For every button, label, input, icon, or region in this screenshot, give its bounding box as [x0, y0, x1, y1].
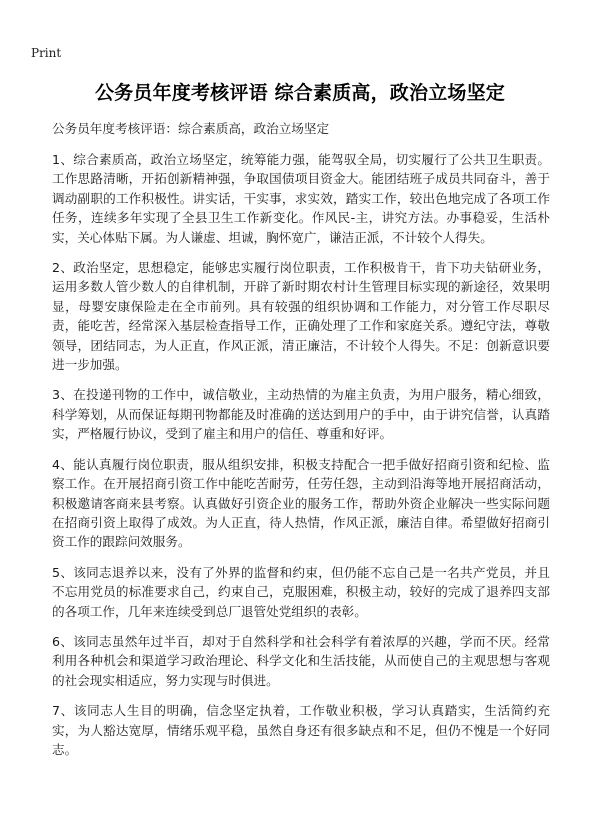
paragraph-3: 3、在投递刊物的工作中，诚信敬业，主动热情的为雇主负责，为用户服务，精心细致，科学筹划，从而保证每期刊物都能及时准确的送达到用户的手中，由于讲究信誉，认真踏实，严格履行协议，受到了雇主和用户的信任、尊重和好评。	[52, 387, 550, 442]
paragraph-4: 4、能认真履行岗位职责，服从组织安排，积极支持配合一把手做好招商引资和纪检、监察工作。在开展招商引资工作中能吃苦耐劳，任劳任怨，主动到沿海等地开展招商活动，积极邀请客商来县考察。认真做好引资企业的服务工作，帮助外资企业解决一些实际问题在招商引资上取得了成效。为人正直，待人热情，作风正派，廉洁自律。希望做好招商引资工作的跟踪问效服务。	[52, 456, 550, 550]
paragraph-2: 2、政治坚定，思想稳定，能够忠实履行岗位职责，工作积极肯干，肯下功夫钻研业务，运用多数人管少数人的自律机制，开辟了新时期农村计生管理目标实现的新途径，效果明显，母婴安康保险走在全市前列。具有较强的组织协调和工作能力，对分管工作尽职尽责，能吃苦，经常深入基层检查指导工作，正确处理了工作和家庭关系。遵纪守法，尊敬领导，团结同志，为人正直，作风正派，清正廉洁，不计较个人得失。不足：创新意识要进一步加强。	[52, 260, 550, 373]
paragraph-1: 1、综合素质高，政治立场坚定，统筹能力强，能驾驭全局，切实履行了公共卫生职责。工作思路清晰，开拓创新精神强，争取国债项目资金大。能团结班子成员共同奋斗，善于调动副职的工作积极性。讲实话，干实事，求实效，踏实工作，较出色地完成了各项工作任务，连续多年实现了全县卫生工作新变化。作风民-主，讲究方法。办事稳妥，生活朴实，关心体贴下属。为人谦虚、坦诚，胸怀宽广，谦洁正派，不计较个人得失。	[52, 152, 550, 245]
document-subtitle: 公务员年度考核评语：综合素质高，政治立场坚定	[52, 121, 330, 136]
paragraph-7: 7、该同志人生目的明确，信念坚定执着，工作敬业积极，学习认真踏实，生活简约充实，为人豁达宽厚，情绪乐观平稳，虽然自身还有很多缺点和不足，但仍不愧是一个好同志。	[52, 703, 550, 757]
print-link[interactable]: Print	[31, 46, 62, 60]
page-title: 公务员年度考核评语 综合素质高，政治立场坚定	[94, 82, 506, 104]
paragraph-5: 5、该同志退养以来，没有了外界的监督和约束，但仍能不忘自己是一名共产党员，并且不忘用党员的标准要求自己，约束自己，克服困难，积极主动，较好的完成了退养四支部的各项工作，几年来连续受到总厂退管处党组织的表彰。	[52, 564, 550, 619]
paragraph-6: 6、该同志虽然年过半百，却对于自然科学和社会科学有着浓厚的兴趣，学而不厌。经常利用各种机会和渠道学习政治理论、科学文化和生活技能，从而使自己的主观思想与客观的社会现实相适应，努力实现与时俱进。	[52, 633, 550, 688]
document-body	[52, 119, 550, 770]
